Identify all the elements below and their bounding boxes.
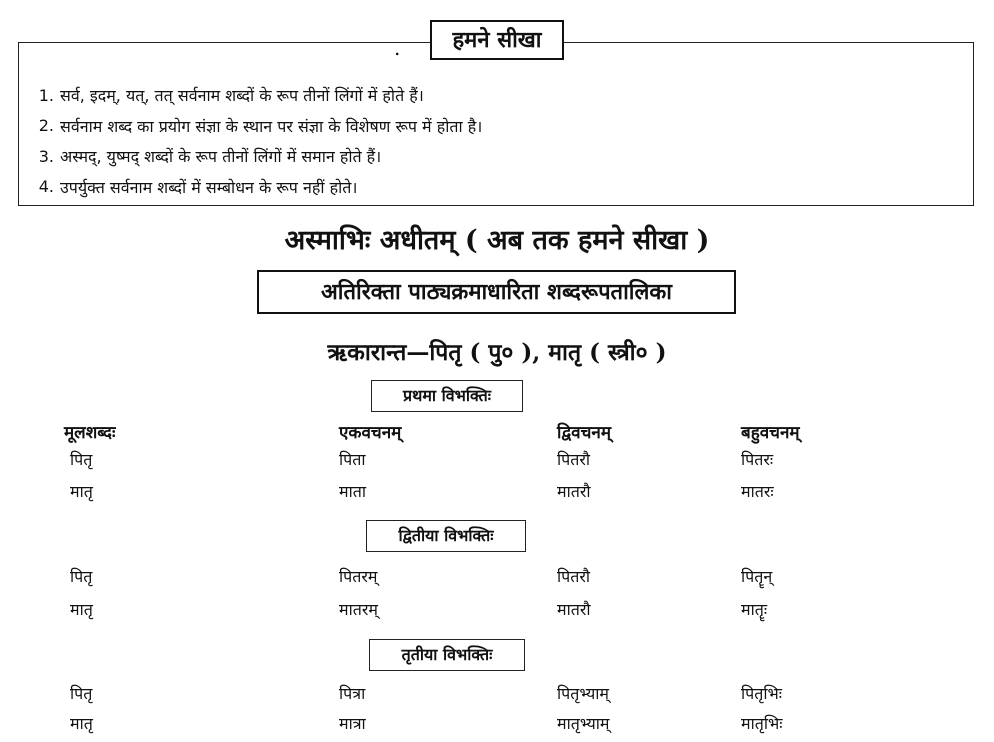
summary-list: [22, 80, 482, 202]
stray-dot: .: [394, 36, 401, 60]
case-label-tritiya: तृतीया विभक्तिः: [369, 639, 525, 671]
column-header-root: मूलशब्दः: [64, 423, 116, 443]
table-cell: मातरौ: [557, 600, 591, 619]
table-cell: पितृ: [70, 567, 93, 586]
summary-item-text: अस्मद्, युष्मद् शब्दों के रूप तीनों लिंगों में समान होते हैं।: [60, 147, 382, 167]
summary-item-number: 4.: [38, 177, 54, 197]
column-header-dual: द्विवचनम्: [557, 423, 612, 443]
case-label-prathama: प्रथमा विभक्तिः: [371, 380, 523, 412]
summary-item: [22, 141, 482, 172]
summary-item-number: 2.: [38, 116, 54, 136]
summary-item-number: 1.: [38, 85, 54, 105]
table-cell: पितरौ: [557, 567, 591, 586]
table-cell: मातृ: [70, 714, 93, 733]
table-cell: मातृ: [70, 600, 93, 619]
table-cell: मातरम्: [339, 600, 378, 619]
table-cell: पितृ: [70, 450, 93, 469]
table-cell: मात्रा: [339, 714, 366, 733]
table-cell: पितृ: [70, 684, 93, 703]
summary-item-text: सर्व, इदम्, यत्, तत् सर्वनाम शब्दों के रूप तीनों लिंगों में होते हैं।: [60, 86, 424, 106]
main-heading: अस्माभिः अधीतम् ( अब तक हमने सीखा ): [284, 225, 710, 256]
table-cell: मातृ: [70, 482, 93, 501]
summary-item-number: 3.: [38, 146, 54, 166]
table-cell: मातॄः: [741, 600, 768, 619]
column-header-plural: बहुवचनम्: [741, 423, 800, 443]
table-cell: पितृभिः: [741, 684, 782, 703]
summary-item-text: सर्वनाम शब्द का प्रयोग संज्ञा के स्थान पर संज्ञा के विशेषण रूप में होता है।: [60, 116, 483, 136]
column-header-singular: एकवचनम्: [339, 423, 402, 443]
table-cell: मातृभ्याम्: [557, 714, 610, 733]
table-cell: पित्रा: [339, 684, 366, 703]
table-cell: पितरः: [741, 450, 774, 469]
table-cell: पितृभ्याम्: [557, 684, 610, 703]
word-declension-heading: ऋकारान्त—पितृ ( पु० ), मातृ ( स्त्री० ): [327, 339, 667, 366]
summary-title: हमने सीखा: [430, 20, 564, 60]
table-cell: मातरः: [741, 482, 774, 501]
table-cell: पितॄन्: [741, 567, 773, 586]
summary-item: [22, 80, 482, 111]
table-cell: मातृभिः: [741, 714, 783, 733]
table-cell: पितरौ: [557, 450, 591, 469]
table-cell: माता: [339, 482, 366, 501]
table-title-box: अतिरिक्ता पाठ्यक्रमाधारिता शब्दरूपतालिका: [257, 270, 736, 314]
table-cell: मातरौ: [557, 482, 591, 501]
table-cell: पिता: [339, 450, 366, 469]
case-label-dvitiya: द्वितीया विभक्तिः: [366, 520, 526, 552]
summary-item: [22, 111, 482, 142]
summary-item: [22, 172, 482, 203]
table-cell: पितरम्: [339, 567, 378, 586]
summary-item-text: उपर्युक्त सर्वनाम शब्दों में सम्बोधन के रूप नहीं होते।: [60, 177, 358, 197]
